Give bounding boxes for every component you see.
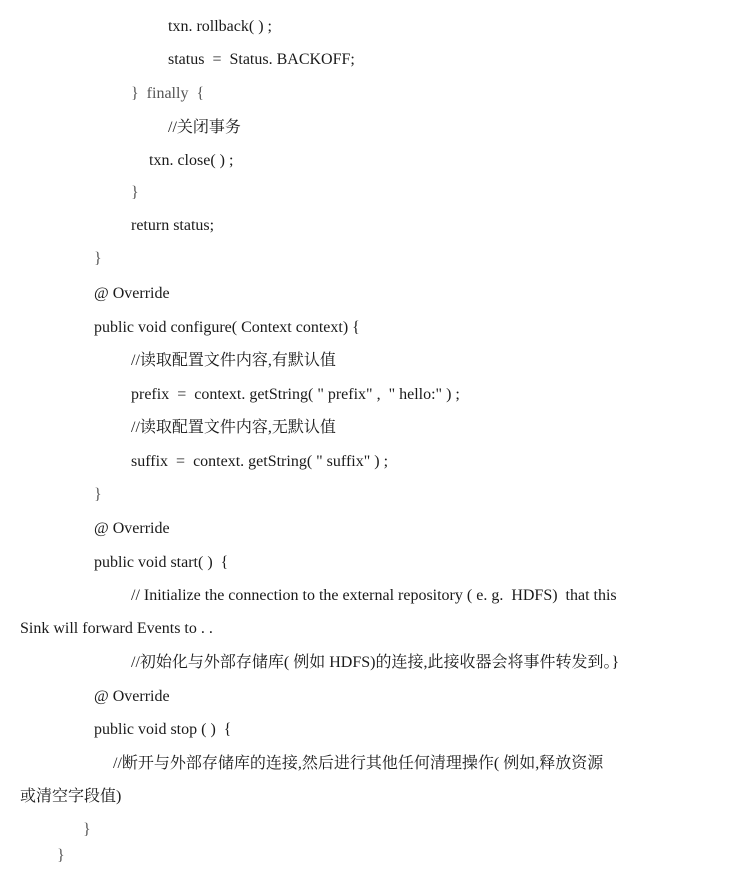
- code-line-comment-disconnect-cont: 或清空字段值): [20, 788, 122, 805]
- code-line-comment-initialize-cont: Sink will forward Events to . .: [20, 620, 213, 637]
- code-line-configure-signature: public void configure( Context context) {: [94, 319, 360, 336]
- code-line-comment-disconnect: //断开与外部存储库的连接,然后进行其他任何清理操作( 例如,释放资源: [113, 755, 604, 772]
- code-line-stop-signature: public void stop ( ) {: [94, 721, 232, 738]
- code-line-prefix-assignment: prefix = context. getString( " prefix" , " hello:" ) ;: [131, 386, 460, 403]
- code-line-start-signature: public void start( ) {: [94, 554, 229, 571]
- code-line-override-annotation: @ Override: [94, 688, 170, 705]
- code-line-suffix-assignment: suffix = context. getString( " suffix" ) ;: [131, 453, 389, 470]
- code-line-closing-brace: }: [94, 250, 102, 267]
- code-line-status-backoff: status = Status. BACKOFF;: [168, 51, 355, 68]
- code-line-comment-read-config-default: //读取配置文件内容,有默认值: [131, 352, 336, 369]
- code-line-rollback: txn. rollback( ) ;: [168, 18, 272, 35]
- code-line-closing-brace: }: [131, 184, 139, 201]
- code-line-comment-close-txn: //关闭事务: [168, 119, 241, 136]
- code-line-closing-brace: }: [83, 821, 91, 838]
- code-line-closing-brace: }: [94, 486, 102, 503]
- code-line-comment-initialize: // Initialize the connection to the external repository ( e. g. HDFS) that this: [131, 587, 617, 604]
- code-line-return-status: return status;: [131, 217, 215, 234]
- code-line-override-annotation: @ Override: [94, 285, 170, 302]
- code-line-override-annotation: @ Override: [94, 520, 170, 537]
- code-line-comment-read-config-no-default: //读取配置文件内容,无默认值: [131, 419, 336, 436]
- code-line-finally: } finally {: [131, 85, 205, 102]
- code-line-closing-brace: }: [57, 847, 65, 864]
- code-line-txn-close: txn. close( ) ;: [149, 152, 234, 169]
- code-line-comment-initialize-cn: //初始化与外部存储库( 例如 HDFS)的连接,此接收器会将事件转发到。}: [131, 654, 620, 671]
